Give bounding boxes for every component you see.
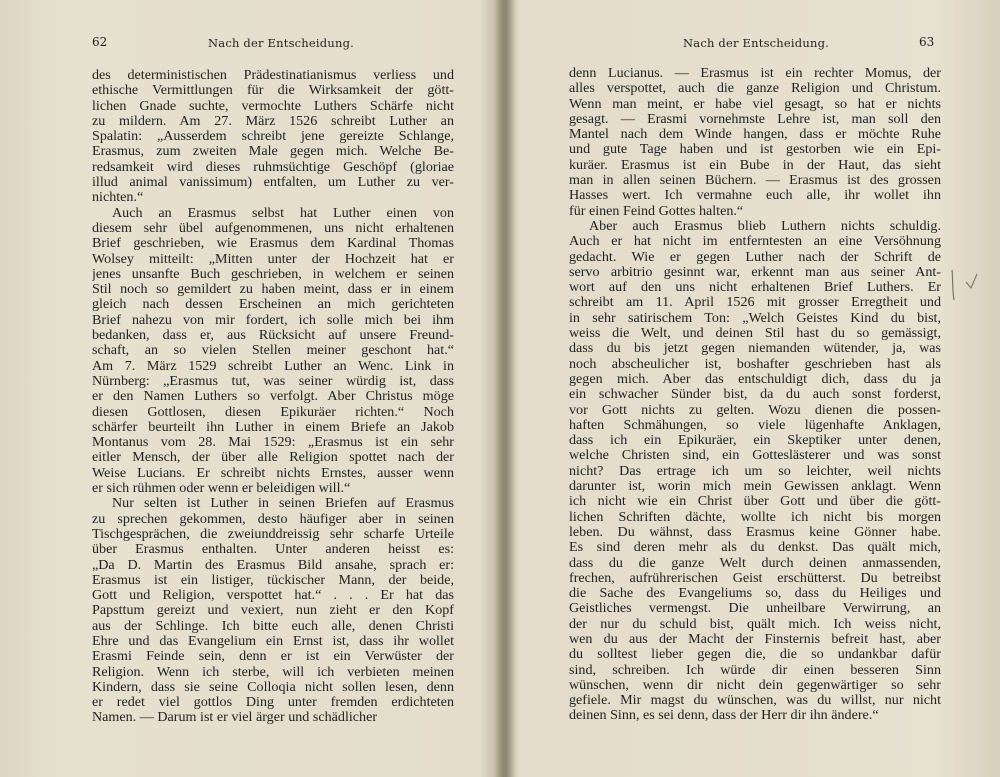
text-line: wen du aus der Macht der Finsternis befreit hast, aber — [569, 631, 941, 647]
running-head-right: Nach der Entscheidung. — [683, 36, 829, 50]
text-line: Auch an Erasmus selbst hat Luther einen von — [112, 205, 454, 221]
text-line: Es sind deren mehr als du denkst. Das quält mich, — [569, 540, 941, 556]
text-line: deinen Sinn, es sei denn, dass der Herr dir ihn ändere.“ — [569, 708, 879, 724]
text-line: gleich nach dessen Erscheinen an mich gerichteten — [92, 297, 454, 313]
text-line: Namen. — Darum ist er viel ärger und schädlicher — [92, 710, 378, 726]
text-line: welche Christen sind, ein Gotteslästerer und was sonst — [569, 448, 941, 464]
text-line: ethische Vermittlungen für die Wirksamkeit der gött- — [92, 83, 454, 99]
text-line: Spalatin: „Ausserdem schreibt jene gereizte Schlange, — [92, 129, 454, 145]
text-line: redsamkeit wird dieses ruhmsüchtige Geschöpf (gloriae — [92, 159, 454, 175]
text-line: in sehr satirischem Ton: „Welch Geistes Kind du bist, — [569, 310, 941, 326]
text-line: ein schwacher Sünder bist, da du auch sonst forderst, — [569, 387, 941, 403]
text-line: „Da D. Martin des Erasmus Bild ansahe, sprach er: — [92, 557, 454, 573]
text-line: sind, schreiben. Ich würde dir einen besseren Sinn — [569, 662, 941, 678]
text-line: dass du bis jetzt gegen niemanden wütender, ja, was — [569, 341, 941, 357]
text-line: Tischgesprächen, die zweiunddreissig sehr scharfe Urteile — [92, 526, 454, 542]
text-line: ich nicht wie ein Christ über Gott und über die gött- — [569, 494, 941, 510]
text-line: Geistliches vermengst. Die unheilbare Verwirrung, an — [569, 601, 941, 617]
text-line: noch abscheulicher ist, boshafter geschrieben hast als — [569, 356, 941, 372]
text-line: Aber auch Erasmus blieb Luthern nichts schuldig. — [589, 218, 941, 234]
text-line: lichen Gnade suchte, vermochte Luthers Schärfe nicht — [92, 98, 454, 114]
text-line: gefiele. Mir magst du wünschen, was du willst, nur nicht — [569, 693, 941, 709]
text-line: Hasses wert. Ich vermahne euch alle, ihr wollet ihn — [569, 188, 941, 204]
pencil-mark-icon — [946, 268, 980, 302]
text-line: Kindern, dass sie seine Colloqia nicht sollen lesen, denn — [92, 679, 454, 695]
text-line: Weise Lucians. Er schreibt nichts Ernstes, ausser wenn — [92, 465, 454, 481]
text-line: illud animal vanissimum) entfalten, um Luther zu ver- — [92, 175, 454, 191]
text-line: Montanus vom 28. Mai 1529: „Erasmus ist ein sehr — [92, 435, 454, 451]
text-line: schärfer beurteilt ihn Luther in einem Briefe an Jakob — [92, 419, 454, 435]
text-line: für einen Feind Gottes halten.“ — [569, 203, 744, 219]
text-line: leben. Du wähnst, dass Erasmus keine Gönner habe. — [569, 524, 941, 540]
text-line: diesem sehr übel aufgenommenen, uns nicht erhaltenen — [92, 220, 454, 236]
text-line: nichten.“ — [92, 190, 144, 206]
text-line: Stil noch so gemildert zu haben meint, dass er in einem — [92, 282, 454, 298]
text-line: Nur selten ist Luther in seinen Briefen auf Erasmus — [112, 496, 454, 512]
text-line: servo arbitrio gesinnt war, erkennt man aus seiner Ant- — [569, 264, 941, 280]
text-line: bedanken, dass er, aus Rücksicht auf unsere Freund- — [92, 328, 454, 344]
text-line: er sich rühmen oder wenn er beleidigen will.“ — [92, 481, 351, 497]
text-line: aus der Schlinge. Ich bitte euch alle, denen Christi — [92, 618, 454, 634]
text-line: darunter ist, worin mich mein Gewissen anklagt. Wenn — [569, 479, 941, 495]
text-line: über Erasmus enthalten. Unter anderen heisst es: — [92, 542, 454, 558]
text-line: Nürnberg: „Erasmus tut, was seiner würdig ist, dass — [92, 373, 454, 389]
text-line: eitler Mensch, der über alle Religion spottet nach der — [92, 450, 454, 466]
text-line: gesagt. — Erasmi vornehmste Lehre ist, man soll den — [569, 111, 941, 127]
text-line: Erasmi Feinde sein, denn er ist ein Verwüster der — [92, 649, 454, 665]
text-line: kuräer. Erasmus ist ein Bube in der Haut, das sieht — [569, 157, 941, 173]
text-line: schreibt am 11. April 1526 mit grosser Erregtheit und — [569, 295, 941, 311]
text-line: diesen Gottlosen, diesen Epikuräer richten.“ Noch — [92, 404, 454, 420]
text-line: Brief geschrieben, wie Erasmus dem Kardinal Thomas — [92, 236, 454, 252]
text-line: nicht? Das ertrage ich um so leichter, weil nichts — [569, 463, 941, 479]
text-line: lichen Schriften dächte, wollte ich nicht bis morgen — [569, 509, 941, 525]
text-line: schaft, an so vielen Stellen meiner geschont hat.“ — [92, 343, 454, 359]
text-line: wünschen, wenn dir nicht dein gegenwärtiger so sehr — [569, 677, 941, 693]
text-line: frechen, aufrührerischen Geist erschütterst. Du betreibst — [569, 570, 941, 586]
text-line: zu sprechen gekommen, desto häufiger aber in seinen — [92, 511, 454, 527]
page-number-left: 62 — [92, 35, 108, 49]
text-line: und gute Tage haben und ist gestorben wie ein Epi- — [569, 142, 941, 158]
text-line: er redet viel gottlos Ding unter fremden erdichteten — [92, 695, 454, 711]
left-body-text — [92, 68, 454, 726]
text-line: er den Namen Luthers so verfolgt. Aber Christus möge — [92, 389, 454, 405]
text-line: Am 7. März 1529 schreibt Luther an Wenc. Link in — [92, 358, 454, 374]
text-line: du solltest lieber gegen die, die so undankbar dafür — [569, 647, 941, 663]
text-line: zu mildern. Am 27. März 1526 schreibt Luther an — [92, 113, 454, 129]
text-line: Wenn man meint, er habe viel gesagt, so hat er nichts — [569, 96, 941, 112]
running-head-left: Nach der Entscheidung. — [208, 36, 354, 50]
text-line: Brief nahezu von mir fordert, ich solle mich bei ihm — [92, 312, 454, 328]
page-number-right: 63 — [919, 35, 935, 49]
text-line: dass ich ein Epikuräer, ein Skeptiker unter denen, — [569, 433, 941, 449]
text-line: Erasmus ist ein listiger, tückischer Mann, der beide, — [92, 572, 454, 588]
text-line: wort auf den uns nicht erhaltenen Brief Luthers. Er — [569, 280, 941, 296]
text-line: Papsttum gereizt und vexiert, nun zieht er den Kopf — [92, 603, 454, 619]
text-line: Religion. Wenn ich sterbe, will ich verbieten meinen — [92, 664, 454, 680]
text-line: Erasmus, zum zweiten Male gegen mich. Welche Be- — [92, 144, 454, 160]
text-line: die Sache des Evangeliums so, dass du Heiliges und — [569, 586, 941, 602]
text-line: denn Lucianus. — Erasmus ist ein rechter Momus, der — [569, 66, 941, 81]
text-line: Mantel nach dem Winde hangen, dass er möchte Ruhe — [569, 127, 941, 143]
text-line: weiss die Welt, und deinen Stil hast du so gemässigt, — [569, 326, 941, 342]
text-line: man in allen seinen Büchern. — Erasmus ist des grossen — [569, 173, 941, 189]
text-line: dass du die ganze Welt durch deinen anmassenden, — [569, 555, 941, 571]
text-line: des deterministischen Prädestinatianismus verliess und — [92, 68, 454, 83]
text-line: Gott und Religion, verspottet hat.“ . . . Er hat das — [92, 588, 454, 604]
text-line: Wolsey mitteilt: „Mitten unter der Hochzeit hat er — [92, 251, 454, 267]
text-line: der nur du schuld bist, quält mich. Ich weiss nicht, — [569, 616, 941, 632]
text-line: gedacht. Wie er gegen Luther nach der Schrift de — [569, 249, 941, 265]
text-line: haften Schmähungen, so viele lügenhafte Anklagen, — [569, 417, 941, 433]
text-line: Auch er hat nicht im entferntesten an eine Versöhnung — [569, 234, 941, 250]
text-line: alles verspottet, auch die ganze Religion und Christum. — [569, 81, 941, 97]
text-line: gegen mich. Aber das entschuldigt dich, dass du ja — [569, 371, 941, 387]
text-line: Ehre und das Evangelium ein Ernst ist, dass ihr wollet — [92, 633, 454, 649]
text-line: jenes unsanfte Buch geschrieben, in welchem er seinen — [92, 266, 454, 282]
right-body-text — [569, 66, 941, 724]
text-line: vor Gott nichts zu gelten. Wozu dienen die possen- — [569, 402, 941, 418]
right-page — [505, 0, 1000, 777]
